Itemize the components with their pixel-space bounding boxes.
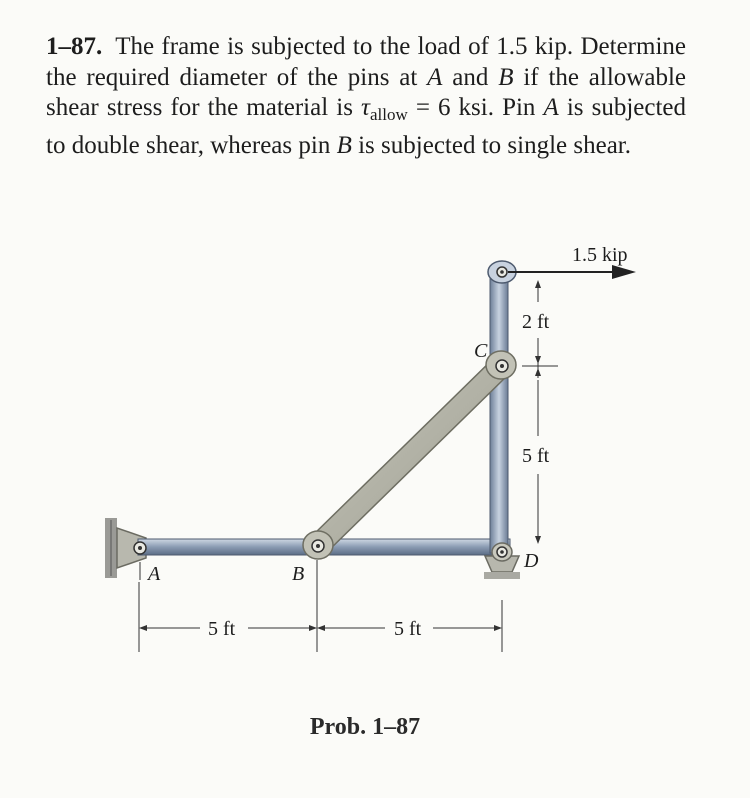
problem-line-2b: if: [523, 63, 539, 91]
problem-line-4c: is: [358, 131, 375, 159]
pin-c-dot: [500, 364, 504, 368]
label-b: B: [292, 563, 305, 585]
dim-arrow-3: [535, 368, 541, 376]
dim-arrow-2: [535, 356, 541, 364]
dim-arrow-7: [317, 625, 325, 631]
pin-d-dot: [500, 550, 504, 554]
dim-arrow-8: [494, 625, 502, 631]
label-a: A: [148, 563, 161, 585]
dim-label-5ft-vertical: 5 ft: [522, 445, 550, 467]
problem-line-4b: is subjected to double shear, whereas pin: [46, 94, 687, 159]
dim-label-5ft-right: 5 ft: [394, 618, 422, 640]
ground-d: [484, 572, 520, 579]
pin-a-ref: A: [427, 63, 443, 91]
problem-line-1: The frame is subjected to the load of 1.5 kip.: [115, 33, 574, 60]
pin-b-dot: [316, 544, 320, 548]
pin-a-ref-2: A: [543, 94, 559, 121]
link-bc: [311, 357, 510, 553]
tau-subscript: allow: [369, 105, 408, 124]
dim-arrow-6: [309, 625, 317, 631]
load-arrow-head: [612, 265, 636, 279]
dim-label-5ft-left: 5 ft: [208, 618, 236, 640]
tau-symbol: τ: [361, 94, 370, 121]
problem-line-4a: Pin: [502, 94, 536, 121]
member-vertical: [490, 270, 508, 553]
problem-line-2a: Determine the required diameter of the pins at: [46, 33, 686, 91]
problem-line-5: subjected to single shear.: [381, 131, 631, 159]
load-pin-dot: [500, 270, 504, 274]
label-d: D: [524, 550, 539, 572]
and-word: and: [452, 63, 489, 91]
dimension-lines-bottom: [139, 572, 502, 652]
label-c: C: [474, 340, 488, 362]
load-label: 1.5 kip: [572, 244, 628, 266]
dim-arrow-1: [535, 280, 541, 288]
tau-value: = 6 ksi.: [415, 94, 494, 121]
figure-caption: Prob. 1–87: [309, 714, 421, 740]
problem-line-3a: the allowable shear stress for the material is: [46, 63, 686, 121]
pin-a-dot: [138, 546, 142, 550]
problem-number: 1–87.: [46, 33, 103, 60]
pin-b-ref-2: B: [336, 131, 352, 159]
dim-arrow-5: [139, 625, 147, 631]
dim-arrow-4: [535, 536, 541, 544]
dim-label-2ft: 2 ft: [522, 311, 550, 333]
pin-b-ref: B: [498, 63, 514, 91]
